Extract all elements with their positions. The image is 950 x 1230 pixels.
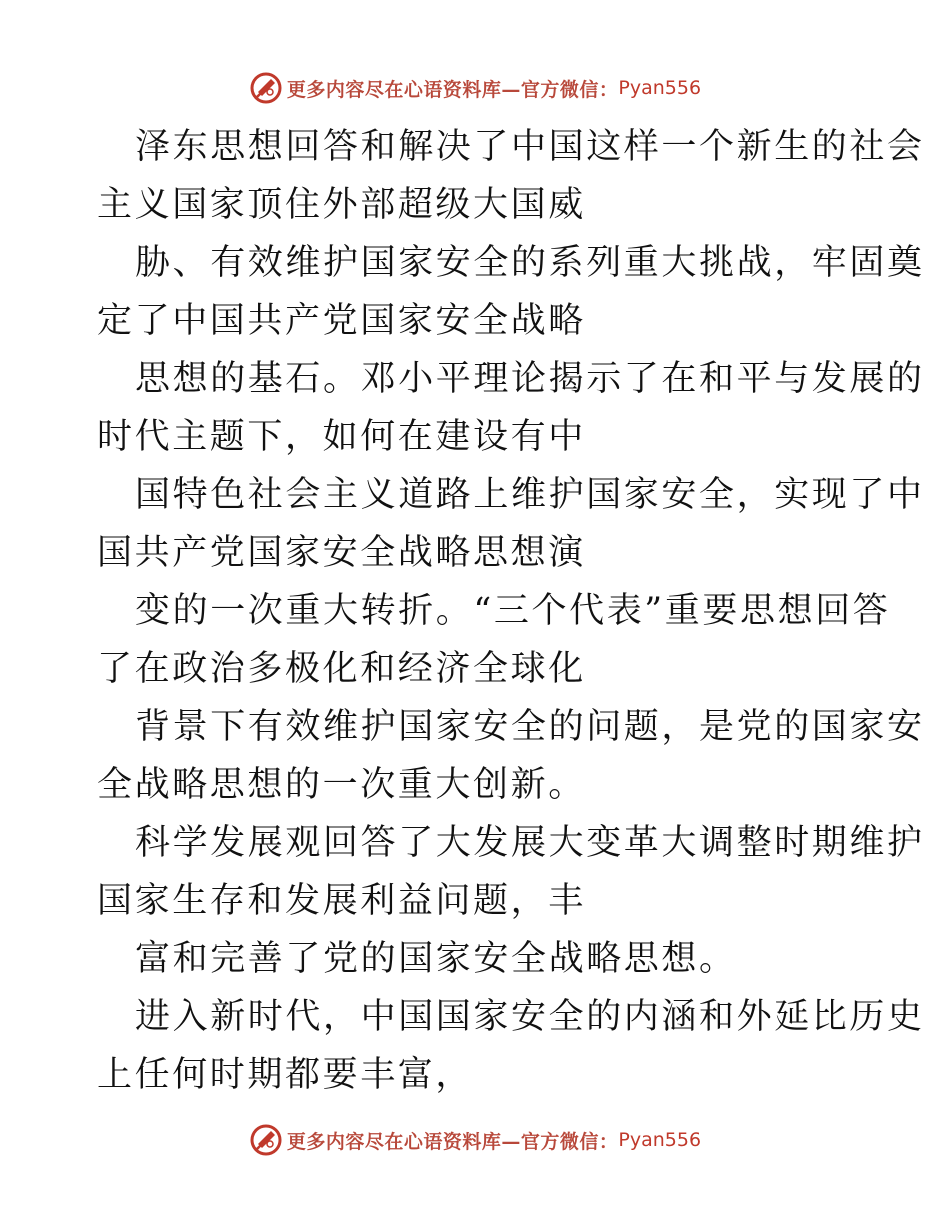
paragraph-line: 胁、有效维护国家安全的系列重大挑战，牢固奠 (135, 243, 925, 283)
paragraph-line: 上任何时期都要丰富， (97, 1055, 474, 1095)
paragraph-line: 国特色社会主义道路上维护国家安全，实现了中 (135, 475, 925, 515)
paragraph-line: 国共产党国家安全战略思想演 (97, 533, 586, 573)
paragraph-line: 富和完善了党的国家安全战略思想。 (135, 939, 737, 979)
paragraph-line: 变的一次重大转折。“三个代表”重要思想回答 (135, 591, 891, 631)
brand-logo-icon (249, 71, 283, 105)
paragraph-line: 主义国家顶住外部超级大国威 (97, 185, 586, 225)
paragraph-line: 科学发展观回答了大发展大变革大调整时期维护 (135, 823, 925, 863)
watermark-wechat-id: Pyan556 (618, 1129, 702, 1151)
watermark-text: 更多内容尽在心语资料库—官方微信： (286, 78, 619, 101)
paragraph-line: 思想的基石。邓小平理论揭示了在和平与发展的 (135, 359, 925, 399)
paragraph-line: 泽东思想回答和解决了中国这样一个新生的社会 (135, 127, 925, 167)
watermark-text: 更多内容尽在心语资料库—官方微信： (286, 1130, 619, 1153)
paragraph-line: 定了中国共产党国家安全战略 (97, 301, 586, 341)
paragraph-line: 背景下有效维护国家安全的问题，是党的国家安 (135, 707, 925, 747)
paragraph-line: 进入新时代，中国国家安全的内涵和外延比历史 (135, 997, 925, 1037)
watermark-wechat-id: Pyan556 (618, 77, 702, 99)
footer-watermark (0, 1122, 950, 1158)
paragraph-line: 时代主题下，如何在建设有中 (97, 417, 586, 457)
paragraph-line: 全战略思想的一次重大创新。 (97, 765, 586, 805)
brand-logo-icon (249, 1123, 283, 1157)
paragraph-line: 国家生存和发展利益问题，丰 (97, 881, 586, 921)
paragraph-line: 了在政治多极化和经济全球化 (97, 649, 586, 689)
header-watermark (0, 70, 950, 106)
